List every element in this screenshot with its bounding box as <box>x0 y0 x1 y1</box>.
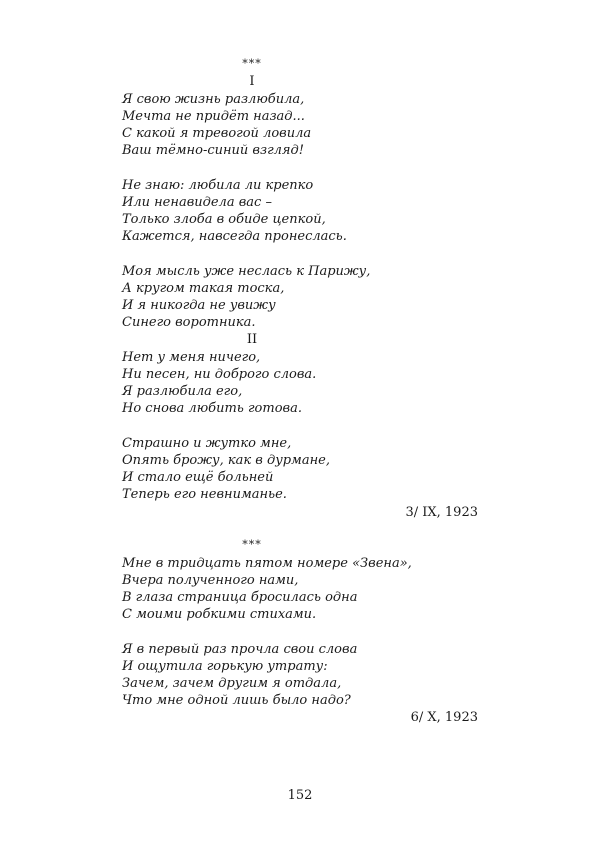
verse-line: Не знаю: любила ли крепко <box>122 178 314 193</box>
poem1-stanza-2 <box>122 177 347 245</box>
verse-line: С моими робкими стихами. <box>122 607 317 623</box>
page-number: 152 <box>287 788 313 803</box>
verse-line: Нет у меня ничего, <box>122 350 261 365</box>
poem1-stanza-1 <box>122 91 311 159</box>
poem1-separator: *** <box>242 57 262 70</box>
poem2-date: 6/ X, 1923 <box>410 710 478 725</box>
verse-line: Мечта не придёт назад... <box>122 109 305 125</box>
poem1-part-ii-numeral: II <box>246 332 258 347</box>
verse-line: Зачем, зачем другим я отдала, <box>122 676 342 692</box>
poem2-stanza-2 <box>122 641 357 709</box>
verse-line: Я в первый раз прочла свои слова <box>122 642 358 657</box>
verse-line: Я свою жизнь разлюбила, <box>122 92 305 107</box>
verse-line: Моя мысль уже неслась к Парижу, <box>122 264 371 279</box>
verse-line: Я разлюбила его, <box>122 384 243 400</box>
poem2-stanza-1 <box>122 555 412 623</box>
verse-line: Только злоба в обиде цепкой, <box>122 212 326 228</box>
verse-line: Ни песен, ни доброго слова. <box>122 367 317 383</box>
verse-line: Опять брожу, как в дурмане, <box>122 453 330 469</box>
poem1-stanza-5 <box>122 435 330 503</box>
verse-line: И я никогда не увижу <box>122 298 276 314</box>
verse-line: Страшно и жутко мне, <box>122 436 292 451</box>
poem1-stanza-4 <box>122 349 316 417</box>
poem1-date: 3/ IX, 1923 <box>405 505 478 520</box>
verse-line: Кажется, навсегда пронеслась. <box>122 229 347 245</box>
poem1-stanza-3 <box>122 263 370 331</box>
verse-line: Но снова любить готова. <box>122 401 302 417</box>
verse-line: Мне в тридцать пятом номере «Звена», <box>122 556 412 571</box>
verse-line: С какой я тревогой ловила <box>122 126 312 142</box>
verse-line: И стало ещё больней <box>122 470 274 486</box>
verse-line: А кругом такая тоска, <box>122 281 285 297</box>
poem1-part-i-numeral: I <box>249 74 255 89</box>
verse-line: Или ненавидела вас – <box>122 195 272 211</box>
poem2-separator: *** <box>242 538 262 551</box>
verse-line: Теперь его невниманье. <box>122 487 287 503</box>
verse-line: Вчера полученного нами, <box>122 573 299 589</box>
verse-line: Синего воротника. <box>122 315 256 331</box>
verse-line: В глаза страница бросилась одна <box>122 590 358 606</box>
verse-line: Ваш тёмно-синий взгляд! <box>122 143 304 159</box>
verse-line: И ощутила горькую утрату: <box>122 659 328 675</box>
verse-line: Что мне одной лишь было надо? <box>122 693 351 709</box>
